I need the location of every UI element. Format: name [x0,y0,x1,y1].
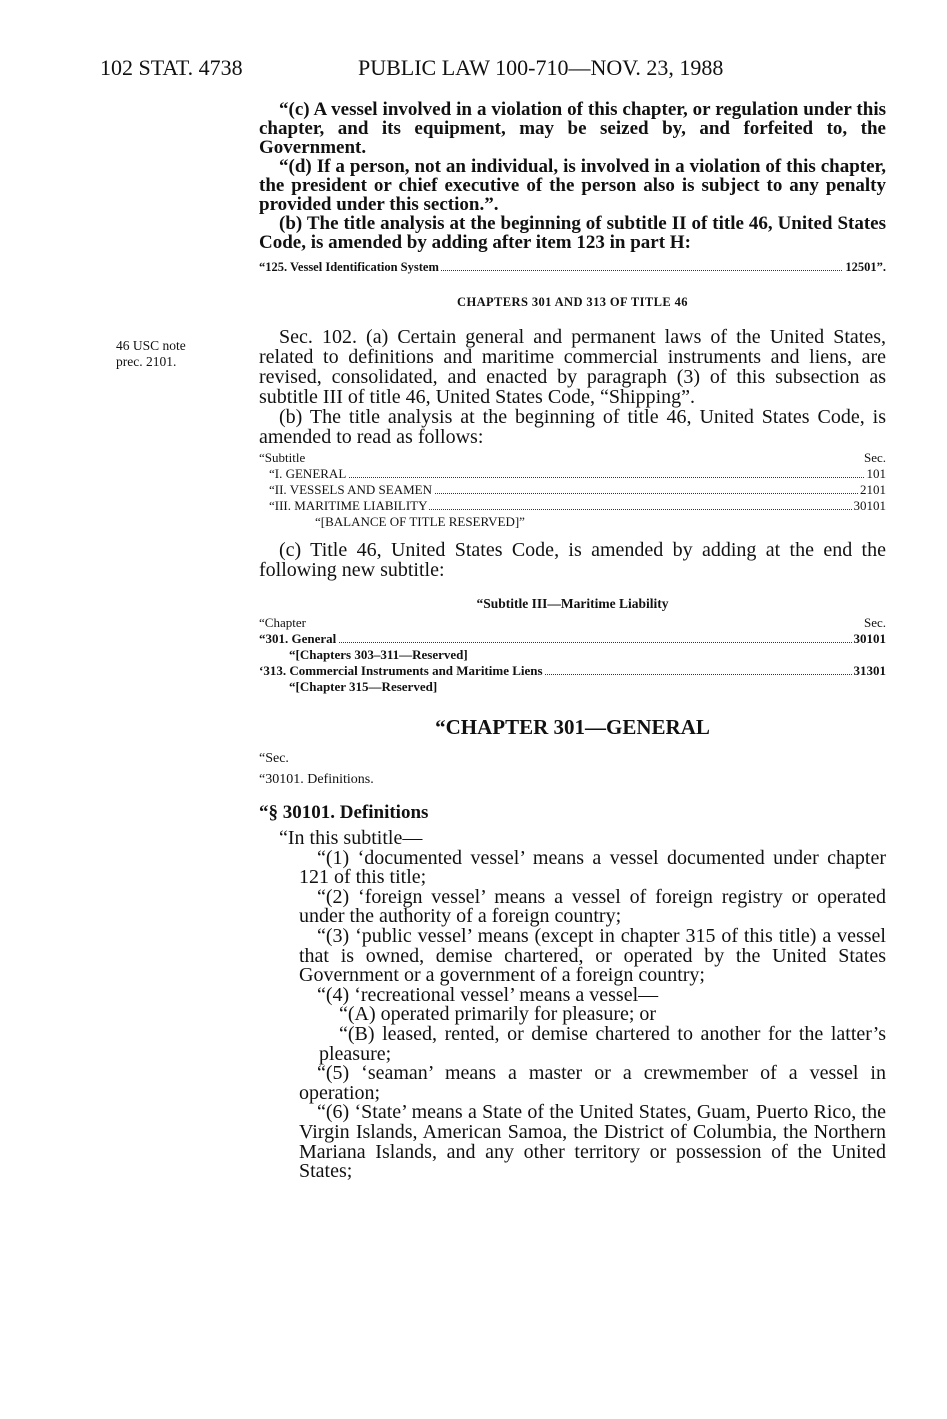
toc-row: “II. VESSELS AND SEAMEN 2101 [269,482,886,497]
chapter-toc [259,615,886,695]
chapter-sec-item: “30101. Definitions. [259,772,374,787]
paragraph-d: “(d) If a person, not an individual, is involved in a violation of this chapter, the president or chief executive of the person also is subject to any penalty provided under this section.”. [259,156,886,215]
subtitle-toc [259,450,886,530]
toc-item-125-value: 12501”. [845,260,886,274]
main-text [259,100,886,1182]
toc-reserved-315: “[Chapter 315—Reserved] [289,679,438,694]
margin-note-line1: 46 USC note [116,338,186,353]
definition-subitem-b: “(B) leased, rented, or demise chartered to another for the latter’s pleasure; [319,1022,886,1065]
toc-row-313: ‘313. Commercial Instruments and Maritime Liens 31301 [259,663,886,678]
paragraph-b-amendment: (b) The title analysis at the beginning of subtitle II of title 46, United States Code, is amended by adding after item 123 in part H: [259,213,886,253]
toc-reserved: “[BALANCE OF TITLE RESERVED]” [315,514,525,529]
toc-item-125-label: “125. Vessel Identification System [259,260,439,274]
definitions-list [299,846,886,1183]
chapter-title: “CHAPTER 301—GENERAL [435,715,710,739]
definition-item: “(4) ‘recreational vessel’ means a vessel— [317,983,659,1006]
definition-item: “(5) ‘seaman’ means a master or a crewmember of a vessel in operation; [299,1062,886,1104]
definitions-heading: “§ 30101. Definitions [259,802,429,823]
definition-subitem-a: “(A) operated primarily for pleasure; or [339,1003,657,1026]
definitions-intro: “In this subtitle— [279,827,423,849]
toc-reserved-303-311: “[Chapters 303–311—Reserved] [289,647,468,662]
margin-note-line2: prec. 2101. [116,354,177,369]
chapter-toc-header: “Chapter Sec. [259,615,886,630]
toc-row-301: “301. General 30101 [259,631,886,646]
definition-item: “(6) ‘State’ means a State of the United States, Guam, Puerto Rico, the Virgin Islands, American Samoa, the District of Columbia, the Northern Mariana Islands, and any other territory or possession of the United States; [299,1101,886,1183]
toc-row: “III. MARITIME LIABILITY 30101 [269,498,886,513]
sec102-paragraph-c: (c) Title 46, United States Code, is amended by adding at the end the following new subtitle: [259,539,886,581]
definition-item: “(3) ‘public vessel’ means (except in chapter 315 of this title) a vessel that is owned, demise chartered, or operated by the United States Government or a government of a foreign country; [299,924,886,987]
paragraph-c: “(c) A vessel involved in a violation of this chapter, or regulation under this chapter, and its equipment, may be seized by, and forfeited to, the Government. [259,99,886,158]
toc-row: “I. GENERAL 101 [269,466,886,481]
page-folio: 102 STAT. 4738 [100,55,243,80]
chapter-sec-label: “Sec. [259,751,289,766]
toc-item-125 [259,259,886,275]
margin-note [116,338,186,370]
running-head [100,55,890,83]
section-heading: CHAPTERS 301 AND 313 OF TITLE 46 [457,295,688,309]
sec102-paragraph-a: Sec. 102. (a) Certain general and permanent laws of the United States, related to definitions and maritime commercial instruments and liens, are revised, consolidated, and enacted by paragraph (3) of this subsection as subtitle III of title 46, United States Code, “Shipping”. [259,326,886,408]
definition-item: “(1) ‘documented vessel’ means a vessel documented under chapter 121 of this title; [299,846,886,889]
sec102-paragraph-b: (b) The title analysis at the beginning of title 46, United States Code, is amended to read as follows: [259,406,886,448]
subtitle-toc-header: “Subtitle Sec. [259,450,886,465]
law-citation: PUBLIC LAW 100-710—NOV. 23, 1988 [358,55,724,80]
definition-item: “(2) ‘foreign vessel’ means a vessel of foreign registry or operated under the authority of a foreign country; [299,885,886,928]
subtitle-title: “Subtitle III—Maritime Liability [476,596,669,611]
